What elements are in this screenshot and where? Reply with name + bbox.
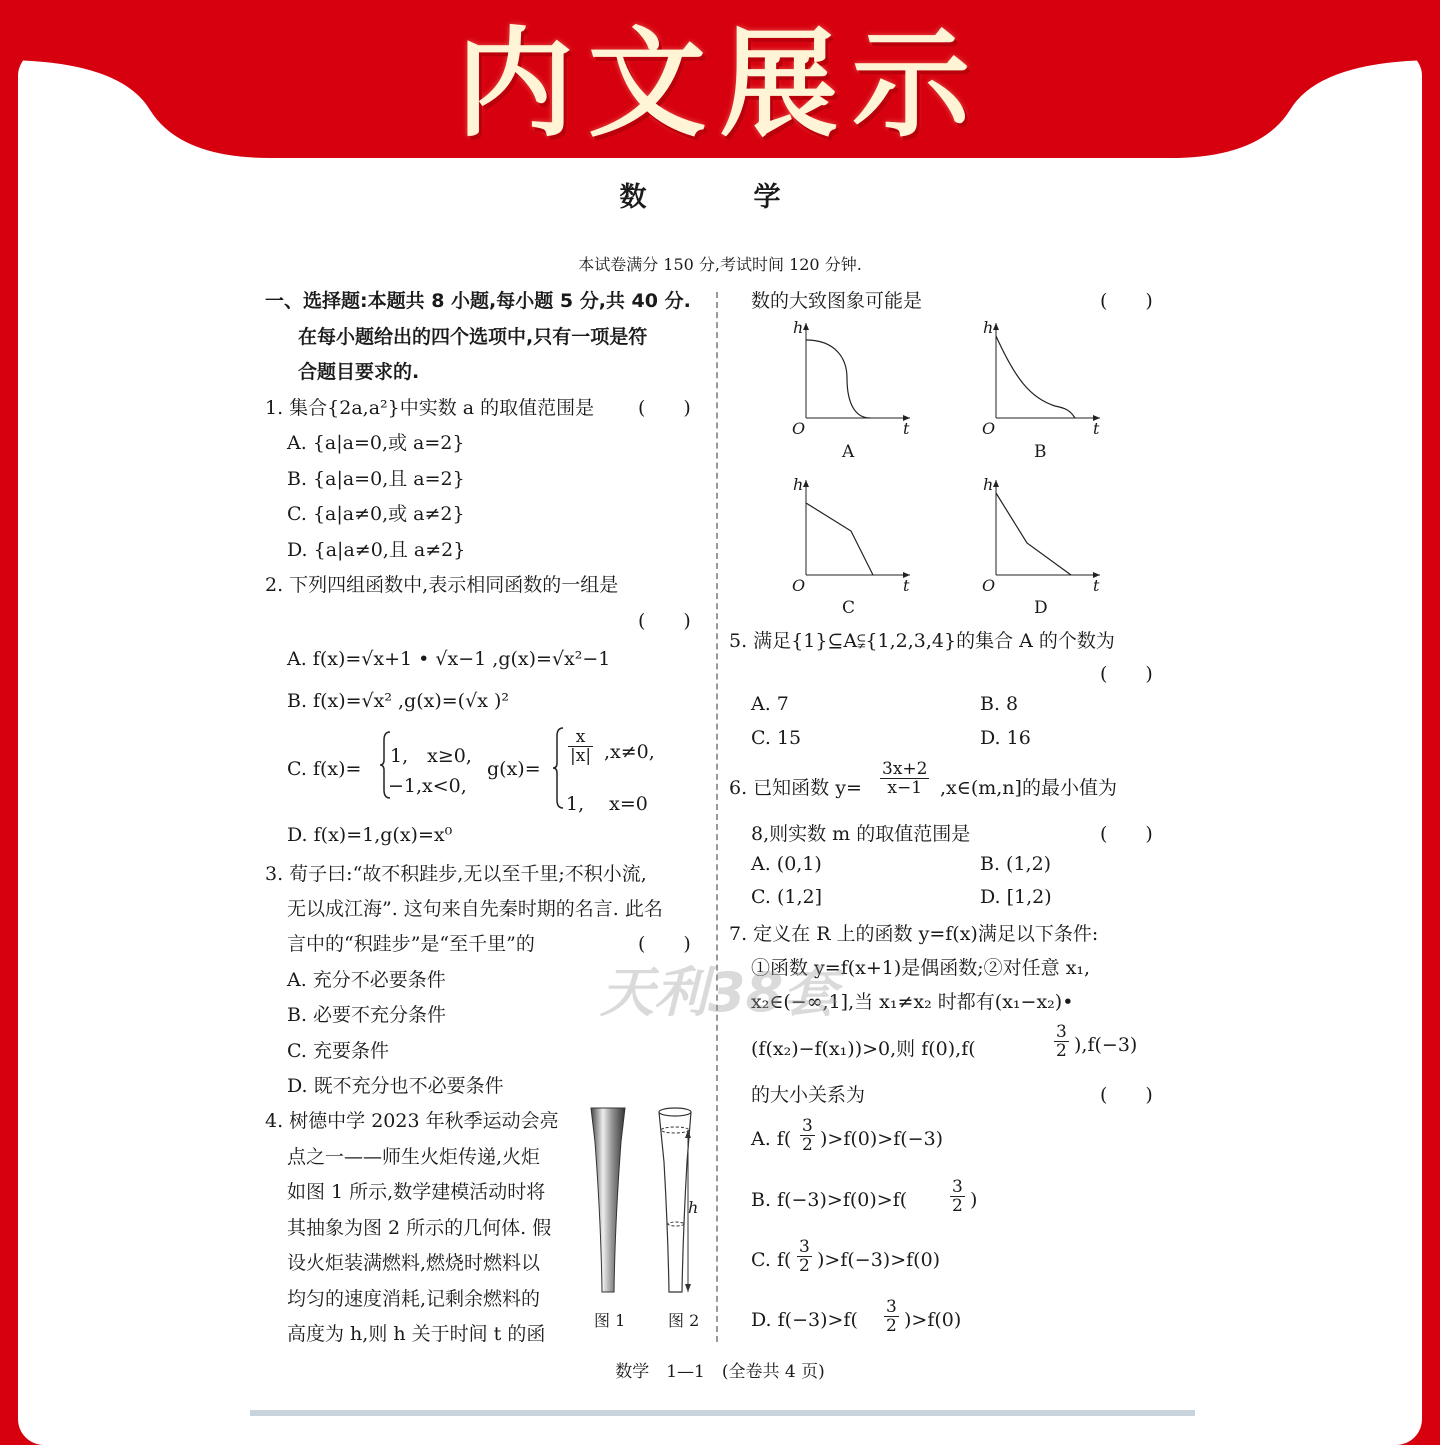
frac-den: 2 [799,1256,810,1276]
q2-option-c-f1: 1, x≥0, [390,745,472,767]
q2-option-a: A. f(x)=√x+1 • √x−1 ,g(x)=√x²−1 [287,648,611,670]
frac-num: 3 [802,1116,813,1136]
graph-a-label: A [842,442,855,462]
frac-den: 2 [1056,1041,1067,1061]
q5-answer-paren: ( ) [1100,663,1153,685]
q2-option-d: D. f(x)=1,g(x)=x⁰ [287,824,453,846]
section-heading-1: 一、选择题:本题共 8 小题,每小题 5 分,共 40 分. [265,290,691,312]
q6-frac-den: x−1 [887,778,923,798]
graph-b-t: t [1093,419,1100,438]
graph-b-label: B [1034,442,1047,462]
q4-line-3: 如图 1 所示,数学建模活动时将 [287,1181,546,1203]
graph-d-t: t [1093,576,1100,595]
q5-stem: 5. 满足{1}⊆A⫋{1,2,3,4}的集合 A 的个数为 [729,630,1115,652]
section-heading-2: 在每小题给出的四个选项中,只有一项是符 [298,326,648,348]
q6-frac-num: 3x+2 [882,759,928,779]
q2-option-c-frac [568,728,593,765]
torch-h-label: h [688,1198,699,1217]
q1-option-d: D. {a|a≠0,且 a≠2} [287,539,466,561]
q1-option-c: C. {a|a≠0,或 a≠2} [287,503,465,525]
q4-line-4: 其抽象为图 2 所示的几何体. 假 [287,1217,552,1239]
q2-option-c-g1: ,x≠0, [604,741,655,763]
q6-line-2: 8,则实数 m 的取值范围是 [751,823,971,845]
q6-fraction [880,760,929,797]
q6-option-d: D. [1,2) [980,886,1052,908]
doc-note: 本试卷满分 150 分,考试时间 120 分钟. [578,255,862,274]
graph-c-h: h [793,475,804,494]
frac-num: 3 [1056,1022,1067,1042]
q7-line4-frac [1054,1023,1069,1060]
graph-c-t: t [903,576,910,595]
q3-option-b: B. 必要不充分条件 [287,1004,447,1026]
q3-line-3: 言中的“积跬步”是“至千里”的 [287,933,535,955]
q7-answer-paren: ( ) [1100,1084,1153,1106]
graph-a-t: t [903,419,910,438]
graph-d-h: h [983,475,994,494]
q1-stem: 1. 集合{2a,a²}中实数 a 的取值范围是 [265,397,595,419]
q7-line-4-pre: (f(x₂)−f(x₁))>0,则 f(0),f( [751,1038,976,1060]
section-heading-3: 合题目要求的. [298,361,420,383]
q6-stem-post: ,x∈(m,n]的最小值为 [940,777,1117,799]
fig2-caption: 图 2 [668,1311,700,1330]
q2-stem: 2. 下列四组函数中,表示相同函数的一组是 [265,574,619,596]
q1-answer-paren: ( ) [638,397,691,419]
q6-stem-pre: 6. 已知函数 y= [729,777,862,799]
q6-option-b: B. (1,2) [980,853,1052,875]
q4-line-7: 高度为 h,则 h 关于时间 t 的函 [287,1323,546,1345]
torch-figures [585,1102,710,1332]
q2-option-c-g2: 1, x=0 [566,793,648,815]
banner-title: 内文展示 [455,15,984,153]
q7-line-4-post: ),f(−3) [1074,1034,1138,1056]
q3-option-c: C. 充要条件 [287,1040,389,1062]
q7-option-b-pre: B. f(−3)>f(0)>f( [751,1189,908,1211]
q3-option-a: A. 充分不必要条件 [287,969,446,991]
q6-option-c: C. (1,2] [751,886,822,908]
q6-answer-paren: ( ) [1100,823,1153,845]
graph-c-o: O [792,576,806,595]
q7-option-a-frac [800,1117,815,1154]
frac-den: 2 [952,1196,963,1216]
q3-option-d: D. 既不充分也不必要条件 [287,1075,504,1097]
q7-line-2: ①函数 y=f(x+1)是偶函数;②对任意 x₁, [751,957,1091,979]
column-divider [716,292,718,1342]
q6-option-a: A. (0,1) [751,853,822,875]
q4-answer-paren: ( ) [1100,290,1153,312]
graph-c-label: C [842,598,856,618]
q4-line-1: 4. 树德中学 2023 年秋季运动会亮 [265,1110,559,1132]
q2-answer-paren: ( ) [638,610,691,632]
page-footer: 数学 1—1 (全卷共 4 页) [615,1362,825,1382]
graph-b-h: h [983,318,994,337]
q3-line-2: 无以成江海”. 这句来自先秦时期的名言. 此名 [287,898,663,920]
q2-option-b: B. f(x)=√x² ,g(x)=(√x )² [287,690,509,712]
frac-num: 3 [886,1297,897,1317]
frac-den: 2 [802,1135,813,1155]
watermark-logo: 天利38套 [600,961,838,1024]
doc-title: 数 学 [619,182,821,213]
bottom-bar [250,1410,1195,1416]
q5-option-a: A. 7 [751,693,789,715]
graph-d-label: D [1034,598,1048,618]
graph-a-h: h [793,318,804,337]
q4-line-2: 点之一——师生火炬传递,火炬 [287,1146,541,1168]
q5-option-c: C. 15 [751,727,802,749]
q7-option-b-post: ) [970,1189,978,1211]
frac-num: 3 [952,1177,963,1197]
q5-option-b: B. 8 [980,693,1019,715]
torch-geometry-icon [659,1112,691,1292]
q3-answer-paren: ( ) [638,933,691,955]
q7-option-c-post: )>f(−3)>f(0) [817,1249,941,1271]
q7-line-1: 7. 定义在 R 上的函数 y=f(x)满足以下条件: [729,923,1099,945]
graph-b-o: O [982,419,996,438]
frac-den: 2 [886,1316,897,1336]
q7-option-c-pre: C. f( [751,1249,792,1271]
graph-a-o: O [792,419,806,438]
frac-num: 3 [799,1237,810,1257]
graph-d-o: O [982,576,996,595]
q5-option-d: D. 16 [980,727,1031,749]
q7-line-3: x₂∈(−∞,1],当 x₁≠x₂ 时都有(x₁−x₂)• [751,991,1074,1013]
q2-frac-den: |x| [570,746,592,766]
q7-option-b-frac [950,1178,965,1215]
fig1-caption: 图 1 [594,1311,626,1330]
q2-option-c-g: g(x)= [487,758,541,780]
q7-line-5: 的大小关系为 [751,1084,866,1106]
q1-option-b: B. {a|a=0,且 a=2} [287,468,465,490]
q2-option-c-prefix: C. f(x)= [287,758,362,780]
q7-option-c-frac [797,1238,812,1275]
q3-line-1: 3. 荀子曰:“故不积跬步,无以至千里;不积小流, [265,863,647,885]
q2-option-c-f2: −1,x<0, [388,775,467,797]
q7-option-d-frac [884,1298,899,1335]
q4-continuation: 数的大致图象可能是 [751,290,923,312]
q7-option-a-pre: A. f( [751,1128,792,1150]
q2-frac-num: x [568,728,593,747]
q4-line-5: 设火炬装满燃料,燃烧时燃料以 [287,1252,541,1274]
q2-brace-g [553,726,565,810]
q7-option-d-pre: D. f(−3)>f( [751,1309,858,1331]
q7-option-d-post: )>f(0) [904,1309,962,1331]
torch-photo-icon [591,1108,625,1292]
q4-line-6: 均匀的速度消耗,记剩余燃料的 [287,1288,541,1310]
q1-option-a: A. {a|a=0,或 a=2} [287,432,465,454]
q7-option-a-post: )>f(0)>f(−3) [820,1128,944,1150]
